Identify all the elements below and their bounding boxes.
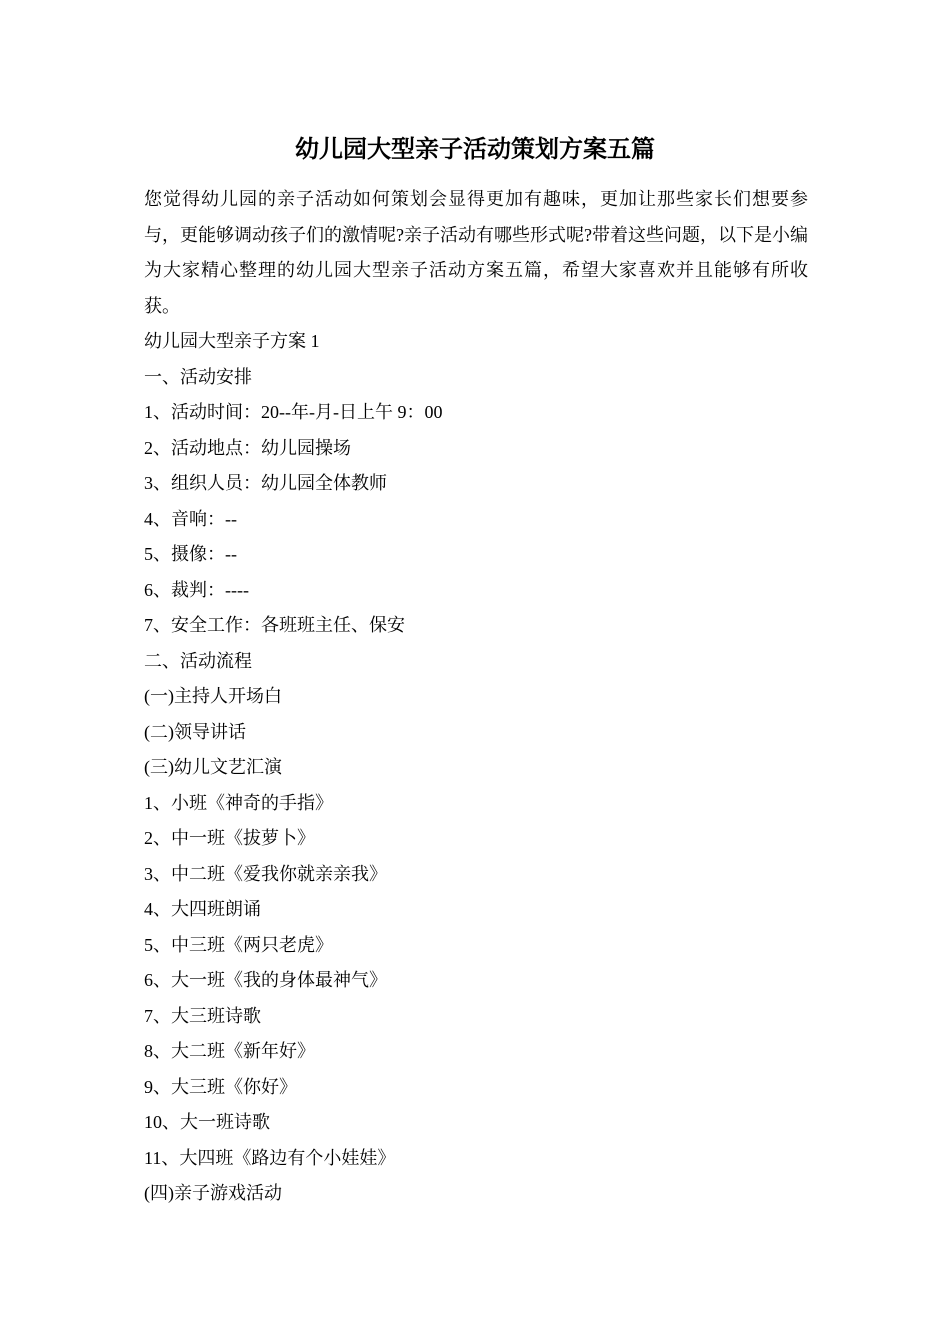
list-item: 4、大四班朗诵 [144, 899, 261, 919]
intro-paragraph: 您觉得幼儿园的亲子活动如何策划会显得更加有趣味，更加让那些家长们想要参与，更能够调动孩子们的激情呢?亲子活动有哪些形式呢?带着这些问题，以下是小编为大家精心整理的幼儿园大型亲子活动方案五篇，希望大家喜欢并且能够有所收获。 [144, 189, 808, 316]
list-item: (四)亲子游戏活动 [144, 1183, 282, 1203]
list-item: 3、组织人员：幼儿园全体教师 [144, 473, 387, 493]
list-item: 11、大四班《路边有个小娃娃》 [144, 1147, 396, 1168]
list-item: 9、大三班《你好》 [144, 1076, 297, 1097]
list-item: (三)幼儿文艺汇演 [144, 757, 282, 777]
document-title: 幼儿园大型亲子活动策划方案五篇 [295, 137, 655, 163]
document-body [144, 182, 808, 1212]
list-item: 2、中一班《拔萝卜》 [144, 828, 315, 848]
subsection-heading: 二、活动流程 [144, 650, 252, 671]
list-item: 8、大二班《新年好》 [144, 1041, 315, 1061]
list-item: 7、大三班诗歌 [144, 1005, 261, 1026]
list-item: 1、小班《神奇的手指》 [144, 792, 333, 813]
list-item: 5、中三班《两只老虎》 [144, 934, 333, 955]
section-heading: 幼儿园大型亲子方案 1 [144, 331, 320, 351]
list-item: 3、中二班《爱我你就亲亲我》 [144, 863, 387, 884]
list-item: 6、裁判：---- [144, 579, 249, 600]
list-item: 10、大一班诗歌 [144, 1112, 270, 1132]
list-item: 1、活动时间：20--年-月-日上午 9：00 [144, 402, 443, 422]
list-item: (二)领导讲话 [144, 721, 246, 742]
list-item: 5、摄像：-- [144, 544, 237, 564]
list-item: (一)主持人开场白 [144, 686, 282, 706]
list-item: 6、大一班《我的身体最神气》 [144, 970, 387, 990]
subsection-heading: 一、活动安排 [144, 366, 252, 387]
list-item: 7、安全工作：各班班主任、保安 [144, 615, 405, 635]
list-item: 4、音响：-- [144, 508, 237, 529]
list-item: 2、活动地点：幼儿园操场 [144, 437, 351, 458]
